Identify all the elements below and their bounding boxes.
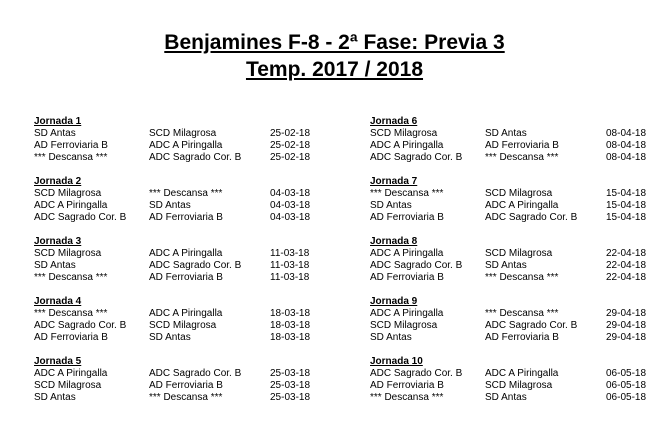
title-line-1: Benjamines F-8 - 2ª Fase: Previa 3 bbox=[164, 31, 505, 54]
match-row bbox=[370, 260, 669, 272]
match-date: 11-03-18 bbox=[270, 272, 310, 283]
match-row bbox=[370, 152, 669, 164]
match-row bbox=[34, 212, 334, 224]
match-away-team: SD Antas bbox=[149, 200, 191, 211]
match-date: 08-04-18 bbox=[606, 128, 647, 139]
match-row bbox=[370, 248, 669, 260]
match-date: 22-04-18 bbox=[606, 272, 647, 283]
match-away-team: SD Antas bbox=[485, 392, 527, 403]
match-date: 25-03-18 bbox=[270, 380, 311, 391]
match-away-team: ADC A Piringalla bbox=[485, 200, 559, 211]
match-row bbox=[34, 380, 334, 392]
jornada-heading: Jornada 10 bbox=[370, 356, 423, 367]
match-date: 29-04-18 bbox=[606, 308, 647, 319]
match-date: 29-04-18 bbox=[606, 332, 647, 343]
match-row bbox=[370, 320, 669, 332]
match-date: 22-04-18 bbox=[606, 248, 647, 259]
match-home-team: ADC Sagrado Cor. B bbox=[34, 320, 127, 331]
jornada-block bbox=[370, 176, 669, 236]
match-away-team: ADC A Piringalla bbox=[149, 248, 223, 259]
match-home-team: AD Ferroviaria B bbox=[370, 212, 444, 223]
match-away-team: AD Ferroviaria B bbox=[485, 140, 559, 151]
jornada-heading: Jornada 8 bbox=[370, 236, 418, 247]
match-date: 04-03-18 bbox=[270, 212, 311, 223]
match-home-team: ADC A Piringalla bbox=[370, 140, 444, 151]
match-away-team: SCD Milagrosa bbox=[485, 248, 553, 259]
match-away-team: SD Antas bbox=[149, 332, 191, 343]
match-row bbox=[34, 260, 334, 272]
match-home-team: *** Descansa *** bbox=[370, 188, 444, 199]
match-home-team: *** Descansa *** bbox=[34, 272, 108, 283]
match-row bbox=[370, 392, 669, 404]
match-away-team: SCD Milagrosa bbox=[149, 320, 217, 331]
match-home-team: SD Antas bbox=[34, 260, 76, 271]
match-row bbox=[34, 320, 334, 332]
match-home-team: *** Descansa *** bbox=[34, 152, 108, 163]
jornada-heading: Jornada 4 bbox=[34, 296, 82, 307]
jornada-heading: Jornada 1 bbox=[34, 116, 82, 127]
match-home-team: ADC Sagrado Cor. B bbox=[370, 260, 463, 271]
match-date: 22-04-18 bbox=[606, 260, 647, 271]
match-away-team: ADC A Piringalla bbox=[149, 140, 223, 151]
schedule-column-left bbox=[34, 116, 334, 416]
match-row bbox=[34, 152, 334, 164]
match-away-team: AD Ferroviaria B bbox=[149, 380, 223, 391]
match-row bbox=[370, 188, 669, 200]
match-away-team: ADC Sagrado Cor. B bbox=[149, 260, 242, 271]
match-away-team: AD Ferroviaria B bbox=[149, 272, 223, 283]
jornada-heading: Jornada 6 bbox=[370, 116, 418, 127]
match-home-team: SD Antas bbox=[370, 200, 412, 211]
match-row bbox=[34, 392, 334, 404]
match-away-team: ADC Sagrado Cor. B bbox=[485, 212, 578, 223]
title-line-2: Temp. 2017 / 2018 bbox=[245, 58, 424, 81]
match-date: 15-04-18 bbox=[606, 212, 647, 223]
match-away-team: SCD Milagrosa bbox=[485, 380, 553, 391]
jornada-heading: Jornada 5 bbox=[34, 356, 82, 367]
jornada-block bbox=[34, 116, 334, 176]
jornada-block bbox=[370, 236, 669, 296]
match-home-team: SCD Milagrosa bbox=[370, 128, 438, 139]
match-away-team: AD Ferroviaria B bbox=[149, 212, 223, 223]
match-home-team: ADC Sagrado Cor. B bbox=[370, 368, 463, 379]
match-row bbox=[370, 140, 669, 152]
match-home-team: SCD Milagrosa bbox=[34, 188, 102, 199]
match-date: 25-02-18 bbox=[270, 128, 311, 139]
match-home-team: SD Antas bbox=[34, 392, 76, 403]
match-date: 11-03-18 bbox=[270, 260, 310, 271]
jornada-heading: Jornada 9 bbox=[370, 296, 418, 307]
match-date: 06-05-18 bbox=[606, 368, 647, 379]
match-date: 06-05-18 bbox=[606, 380, 647, 391]
match-away-team: *** Descansa *** bbox=[149, 392, 223, 403]
match-away-team: *** Descansa *** bbox=[149, 188, 223, 199]
match-home-team: ADC Sagrado Cor. B bbox=[370, 152, 463, 163]
match-row bbox=[34, 188, 334, 200]
match-date: 18-03-18 bbox=[270, 320, 311, 331]
match-away-team: ADC Sagrado Cor. B bbox=[149, 152, 242, 163]
match-home-team: ADC A Piringalla bbox=[34, 368, 108, 379]
match-home-team: ADC A Piringalla bbox=[34, 200, 108, 211]
match-away-team: *** Descansa *** bbox=[485, 308, 559, 319]
match-away-team: ADC A Piringalla bbox=[149, 308, 223, 319]
match-row bbox=[34, 140, 334, 152]
match-home-team: *** Descansa *** bbox=[370, 392, 444, 403]
jornada-block bbox=[370, 356, 669, 416]
jornada-block bbox=[370, 116, 669, 176]
match-date: 29-04-18 bbox=[606, 320, 647, 331]
match-away-team: SD Antas bbox=[485, 128, 527, 139]
match-date: 04-03-18 bbox=[270, 200, 311, 211]
match-row bbox=[370, 308, 669, 320]
match-row bbox=[370, 272, 669, 284]
match-home-team: AD Ferroviaria B bbox=[34, 140, 108, 151]
match-date: 25-02-18 bbox=[270, 152, 311, 163]
match-date: 08-04-18 bbox=[606, 140, 647, 151]
match-away-team: ADC Sagrado Cor. B bbox=[485, 320, 578, 331]
match-home-team: SCD Milagrosa bbox=[34, 248, 102, 259]
match-row bbox=[370, 212, 669, 224]
jornada-block bbox=[34, 236, 334, 296]
match-date: 04-03-18 bbox=[270, 188, 311, 199]
match-away-team: *** Descansa *** bbox=[485, 152, 559, 163]
match-away-team: SD Antas bbox=[485, 260, 527, 271]
match-row bbox=[34, 308, 334, 320]
match-row bbox=[370, 128, 669, 140]
match-date: 11-03-18 bbox=[270, 248, 310, 259]
match-home-team: AD Ferroviaria B bbox=[370, 272, 444, 283]
match-home-team: AD Ferroviaria B bbox=[34, 332, 108, 343]
match-away-team: SCD Milagrosa bbox=[485, 188, 553, 199]
jornada-block bbox=[370, 296, 669, 356]
match-away-team: *** Descansa *** bbox=[485, 272, 559, 283]
match-row bbox=[34, 128, 334, 140]
page-title bbox=[0, 29, 669, 83]
match-away-team: ADC A Piringalla bbox=[485, 368, 559, 379]
match-away-team: ADC Sagrado Cor. B bbox=[149, 368, 242, 379]
match-home-team: ADC A Piringalla bbox=[370, 248, 444, 259]
match-home-team: SD Antas bbox=[34, 128, 76, 139]
match-date: 06-05-18 bbox=[606, 392, 647, 403]
match-date: 25-03-18 bbox=[270, 392, 311, 403]
match-date: 15-04-18 bbox=[606, 200, 647, 211]
match-date: 18-03-18 bbox=[270, 332, 311, 343]
match-row bbox=[34, 332, 334, 344]
match-row bbox=[370, 332, 669, 344]
match-row bbox=[370, 380, 669, 392]
match-home-team: ADC A Piringalla bbox=[370, 308, 444, 319]
jornada-block bbox=[34, 176, 334, 236]
match-home-team: ADC Sagrado Cor. B bbox=[34, 212, 127, 223]
match-home-team: SCD Milagrosa bbox=[370, 320, 438, 331]
jornada-block bbox=[34, 356, 334, 416]
match-row bbox=[370, 200, 669, 212]
match-date: 18-03-18 bbox=[270, 308, 311, 319]
match-home-team: AD Ferroviaria B bbox=[370, 380, 444, 391]
match-row bbox=[370, 368, 669, 380]
match-home-team: SCD Milagrosa bbox=[34, 380, 102, 391]
jornada-heading: Jornada 3 bbox=[34, 236, 82, 247]
jornada-heading: Jornada 7 bbox=[370, 176, 418, 187]
match-row bbox=[34, 248, 334, 260]
match-row bbox=[34, 368, 334, 380]
match-date: 25-02-18 bbox=[270, 140, 311, 151]
schedule-column-right bbox=[370, 116, 669, 416]
match-row bbox=[34, 272, 334, 284]
match-date: 08-04-18 bbox=[606, 152, 647, 163]
match-date: 25-03-18 bbox=[270, 368, 311, 379]
jornada-heading: Jornada 2 bbox=[34, 176, 82, 187]
match-row bbox=[34, 200, 334, 212]
match-away-team: SCD Milagrosa bbox=[149, 128, 217, 139]
match-date: 15-04-18 bbox=[606, 188, 647, 199]
match-home-team: SD Antas bbox=[370, 332, 412, 343]
match-home-team: *** Descansa *** bbox=[34, 308, 108, 319]
match-away-team: AD Ferroviaria B bbox=[485, 332, 559, 343]
jornada-block bbox=[34, 296, 334, 356]
